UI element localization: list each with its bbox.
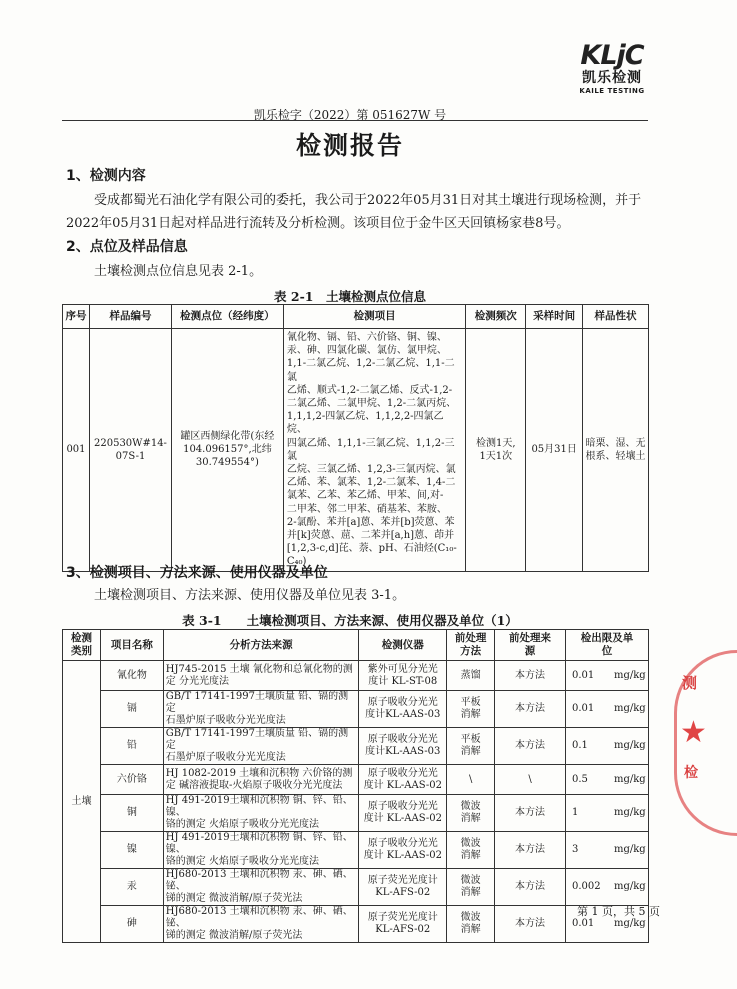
col-header: 检测频次 xyxy=(466,305,526,329)
method-line: HJ745-2015 土壤 氰化物和总氰化物的测 xyxy=(165,663,353,675)
pretreatment-line: 微波 xyxy=(460,801,481,812)
sample-no: 001 xyxy=(63,329,90,572)
instrument-line: 度计 KL-AAS-02 xyxy=(363,813,443,824)
method-source xyxy=(163,765,359,795)
method-table xyxy=(62,629,649,943)
logo-mark: KLjC xyxy=(580,40,644,71)
section2-para: 土壤检测点位信息见表 2-1。 xyxy=(94,264,263,279)
detection-limit xyxy=(565,869,648,906)
detection-limit xyxy=(565,691,648,728)
header-line: 检测 xyxy=(70,632,92,644)
header-line: 方法 xyxy=(460,645,482,657)
method-table-body xyxy=(63,661,649,943)
instrument-line: 原子吸收分光光 xyxy=(367,734,438,745)
table-header-row xyxy=(63,305,649,329)
item-name: 汞 xyxy=(100,869,163,906)
pretreatment-line: 平板 xyxy=(460,734,481,745)
method-source xyxy=(163,661,359,691)
test-frequency xyxy=(466,329,526,572)
col-header xyxy=(63,630,101,661)
location-line: 30.749554°) xyxy=(195,457,259,469)
limit-value: 0.01 xyxy=(571,918,595,929)
limit-value: 0.002 xyxy=(571,881,601,892)
pretreatment-line: 消解 xyxy=(460,709,481,720)
detection-limit xyxy=(565,832,648,869)
section3-heading: 3、检测项目、方法来源、使用仪器及单位 xyxy=(66,565,328,581)
item-line: 2-氯酚、苯并[a]蒽、苯并[b]荧蒽、苯 xyxy=(286,516,455,528)
sampling-time: 05月31日 xyxy=(526,329,583,572)
sample-location xyxy=(171,329,283,572)
method-line: 铬的测定 火焰原子吸收分光光度法 xyxy=(165,856,319,867)
table-row xyxy=(63,329,649,572)
col-header: 采样时间 xyxy=(526,305,583,329)
method-source xyxy=(163,691,359,728)
section1-heading: 1、检测内容 xyxy=(66,168,146,184)
item-line: 二甲苯、邻二甲苯、硝基苯、苯胺、 xyxy=(286,503,447,515)
col-header xyxy=(495,630,566,661)
item-line: 乙烯、苯、氯苯、1,2-二氯苯、1,4-二 xyxy=(286,477,456,489)
pretreatment-line: 消解 xyxy=(460,887,481,898)
property-line: 根系、轻壤土 xyxy=(585,450,646,462)
detection-limit xyxy=(565,765,648,795)
method-line: HJ 491-2019土壤和沉积物 铜、锌、铅、镍、 xyxy=(165,795,353,818)
item-line: 1,1-二氯乙烷、1,2-二氯乙烷、1,1-二氯 xyxy=(286,358,455,383)
method-source xyxy=(163,795,359,832)
col-header: 序号 xyxy=(63,305,90,329)
instrument-line: 原子吸收分光光 xyxy=(367,801,438,812)
item-line: 并[k]荧蒽、䓛、二苯并[a,h]蒽、茚并 xyxy=(286,530,455,542)
limit-value: 0.01 xyxy=(571,669,595,681)
limit-unit: mg/kg xyxy=(613,703,646,714)
instrument xyxy=(359,765,447,795)
table-row xyxy=(63,832,649,869)
instrument-line: KL-AFS-02 xyxy=(375,924,431,935)
instrument-line: 原子荧光光度计 xyxy=(367,875,438,886)
location-line: 104.096157°,北纬 xyxy=(183,444,272,456)
col-header: 分析方法来源 xyxy=(163,630,359,661)
instrument-line: 原子吸收分光光 xyxy=(367,697,438,708)
pretreatment-line: 消解 xyxy=(460,850,481,861)
col-header: 样品性状 xyxy=(583,305,649,329)
item-line: 乙烷、三氯乙烯、1,2,3-三氯丙烷、氯 xyxy=(286,464,456,476)
detection-limit xyxy=(565,795,648,832)
method-line: 锑的测定 微波消解/原子荧光法 xyxy=(165,930,303,941)
seal-text: 检 xyxy=(684,765,698,781)
freq-line: 检测1天, xyxy=(476,437,516,449)
pretreatment-line: 消解 xyxy=(460,813,481,824)
col-header: 检测项目 xyxy=(283,305,466,329)
limit-value: 1 xyxy=(571,807,579,818)
instrument xyxy=(359,832,447,869)
header-line: 类别 xyxy=(70,645,92,657)
item-line: 氯苯、乙苯、苯乙烯、甲苯、间,对- xyxy=(286,490,444,502)
location-line: 罐区西侧绿化带(东经 xyxy=(180,431,275,443)
item-name: 砷 xyxy=(100,906,163,943)
category-cell: 土壤 xyxy=(63,661,101,943)
logo-en-name: KAILE TESTING xyxy=(579,87,645,95)
header-line: 前处理 xyxy=(454,632,487,644)
method-line: GB/T 17141-1997土壤质量 铅、镉的测定 xyxy=(165,691,349,714)
method-line: 锑的测定 微波消解/原子荧光法 xyxy=(165,893,303,904)
pretreatment-source: 本方法 xyxy=(495,691,566,728)
limit-unit: mg/kg xyxy=(613,740,646,751)
method-line: GB/T 17141-1997土壤质量 铅、镉的测定 xyxy=(165,728,349,751)
limit-value: 0.1 xyxy=(571,740,588,751)
method-line: 铬的测定 火焰原子吸收分光光度法 xyxy=(165,819,319,830)
instrument xyxy=(359,795,447,832)
item-name: 铅 xyxy=(100,728,163,765)
sample-property xyxy=(583,329,649,572)
sample-id-line: 07S-1 xyxy=(115,450,146,462)
page-title: 检测报告 xyxy=(295,131,404,160)
limit-unit: mg/kg xyxy=(613,918,646,929)
method-line: HJ 491-2019土壤和沉积物 铜、锌、铅、镍、 xyxy=(165,832,353,855)
pretreatment xyxy=(447,832,495,869)
method-line: HJ 1082-2019 土壤和沉积物 六价铬的测 xyxy=(165,767,353,779)
instrument xyxy=(359,691,447,728)
table-row xyxy=(63,728,649,765)
limit-unit: mg/kg xyxy=(613,669,646,681)
pretreatment-line: 平板 xyxy=(460,697,481,708)
limit-value: 0.01 xyxy=(571,703,595,714)
sample-id xyxy=(89,329,171,572)
header-rule xyxy=(62,120,648,121)
instrument xyxy=(359,869,447,906)
instrument xyxy=(359,728,447,765)
pretreatment-line: 蒸馏 xyxy=(460,669,481,681)
sampling-point-table xyxy=(62,304,649,572)
limit-unit: mg/kg xyxy=(613,807,646,818)
item-name: 氰化物 xyxy=(100,661,163,691)
instrument-line: 度计 KL-AAS-02 xyxy=(363,850,443,861)
section1-para-line1: 受成都蜀光石油化学有限公司的委托，我公司于2022年05月31日对其土壤进行现场检测，并于 xyxy=(94,193,642,208)
col-header: 项目名称 xyxy=(100,630,163,661)
col-header: 检测点位（经纬度） xyxy=(171,305,283,329)
star-icon: ★ xyxy=(680,715,707,750)
test-items xyxy=(283,329,466,572)
detection-limit xyxy=(565,728,648,765)
limit-unit: mg/kg xyxy=(613,773,646,785)
method-source xyxy=(163,728,359,765)
pretreatment-source: 本方法 xyxy=(495,795,566,832)
item-name: 六价铬 xyxy=(100,765,163,795)
pretreatment xyxy=(447,728,495,765)
table3-1-caption: 表 3-1 土壤检测项目、方法来源、使用仪器及单位（1） xyxy=(182,613,518,628)
table-row xyxy=(63,661,649,691)
instrument-line: 度计 KL-ST-08 xyxy=(368,675,438,687)
table2-1-caption: 表 2-1 土壤检测点位信息 xyxy=(274,289,426,304)
section3-para: 土壤检测项目、方法来源、使用仪器及单位见表 3-1。 xyxy=(94,588,406,603)
section2-heading: 2、点位及样品信息 xyxy=(66,239,188,255)
property-line: 暗栗、湿、无 xyxy=(585,437,646,449)
pretreatment-line: 微波 xyxy=(460,875,481,886)
company-logo xyxy=(567,42,657,96)
document-number: 凯乐检字（2022）第 051627W 号 xyxy=(253,108,447,122)
instrument xyxy=(359,661,447,691)
detection-limit xyxy=(565,661,648,691)
pretreatment xyxy=(447,869,495,906)
item-name: 铜 xyxy=(100,795,163,832)
method-source xyxy=(163,869,359,906)
page-number: 第 1 页，共 5 页 xyxy=(577,905,660,918)
sample-id-line: 220530W#14- xyxy=(94,437,167,449)
item-line: 乙烯、顺式-1,2-二氯乙烯、反式-1,2- xyxy=(286,384,453,396)
pretreatment-line: 微波 xyxy=(460,838,481,849)
freq-line: 1天1次 xyxy=(479,450,513,462)
header-line: 检出限及单 xyxy=(580,632,634,644)
instrument-line: 度计KL-AAS-03 xyxy=(365,746,441,757)
pretreatment-line: 微波 xyxy=(460,912,481,923)
instrument-line: KL-AFS-02 xyxy=(375,887,431,898)
table-row xyxy=(63,795,649,832)
pretreatment-line: 消解 xyxy=(460,924,481,935)
header-line: 源 xyxy=(524,645,536,657)
limit-value: 0.5 xyxy=(571,773,588,785)
instrument-line: 度计 KL-AAS-02 xyxy=(363,779,443,791)
limit-unit: mg/kg xyxy=(613,844,646,855)
pretreatment-source: 本方法 xyxy=(495,906,566,943)
method-line: HJ680-2013 土壤和沉积物 汞、砷、硒、铋、 xyxy=(165,906,353,929)
item-line: 四氯乙烯、1,1,1-三氯乙烷、1,1,2-三氯 xyxy=(286,437,455,462)
section1-para-line2: 2022年05月31日起对样品进行流转及分析检测。该项目位于金牛区天回镇杨家巷8号。 xyxy=(66,216,570,231)
pretreatment-source: 本方法 xyxy=(495,728,566,765)
pretreatment-line: \ xyxy=(468,773,473,785)
item-name: 镍 xyxy=(100,832,163,869)
pretreatment-line: 消解 xyxy=(460,746,481,757)
pretreatment-source: 本方法 xyxy=(495,869,566,906)
item-line: 氰化物、镉、铅、六价铬、铜、镍、 xyxy=(286,332,447,343)
method-line: 定 分光光度法 xyxy=(165,675,229,687)
pretreatment xyxy=(447,795,495,832)
method-line: 石墨炉原子吸收分光光度法 xyxy=(165,715,286,726)
pretreatment-source: 本方法 xyxy=(495,832,566,869)
col-header: 检测仪器 xyxy=(359,630,447,661)
pretreatment xyxy=(447,661,495,691)
logo-cn-name: 凯乐检测 xyxy=(582,70,642,86)
seal-text: 测 xyxy=(682,674,698,692)
method-line: 定 碱溶液提取-火焰原子吸收分光光度法 xyxy=(165,779,343,791)
instrument-line: 原子吸收分光光 xyxy=(367,838,438,849)
pretreatment xyxy=(447,691,495,728)
instrument-line: 原子荧光光度计 xyxy=(367,912,438,923)
table-row xyxy=(63,765,649,795)
table-row xyxy=(63,869,649,906)
col-header xyxy=(565,630,648,661)
method-line: 石墨炉原子吸收分光光度法 xyxy=(165,752,286,763)
item-line: 汞、砷、四氯化碳、氯仿、氯甲烷、 xyxy=(286,345,447,357)
item-line: 二氯乙烯、二氯甲烷、1,2-二氯丙烷、 xyxy=(286,398,457,410)
instrument-line: 紫外可见分光光 xyxy=(367,663,438,675)
header-line: 位 xyxy=(601,645,613,657)
limit-value: 3 xyxy=(571,844,579,855)
instrument-line: 度计KL-AAS-03 xyxy=(365,709,441,720)
header-line: 前处理来 xyxy=(509,632,552,644)
table-row xyxy=(63,691,649,728)
pretreatment xyxy=(447,765,495,795)
item-name: 镉 xyxy=(100,691,163,728)
item-line: [1,2,3-c,d]芘、萘、pH、石油烃(C₁₀-C₄₀) xyxy=(286,543,457,568)
item-line: 1,1,1,2-四氯乙烷、1,1,2,2-四氯乙烷、 xyxy=(286,411,444,436)
pretreatment-source: 本方法 xyxy=(495,661,566,691)
method-line: HJ680-2013 土壤和沉积物 汞、砷、硒、铋、 xyxy=(165,869,353,892)
col-header: 样品编号 xyxy=(89,305,171,329)
pretreatment-source: \ xyxy=(495,765,566,795)
method-source xyxy=(163,832,359,869)
limit-unit: mg/kg xyxy=(613,881,646,892)
table-header-row xyxy=(63,630,649,661)
instrument-line: 原子吸收分光光 xyxy=(367,767,438,779)
col-header xyxy=(447,630,495,661)
